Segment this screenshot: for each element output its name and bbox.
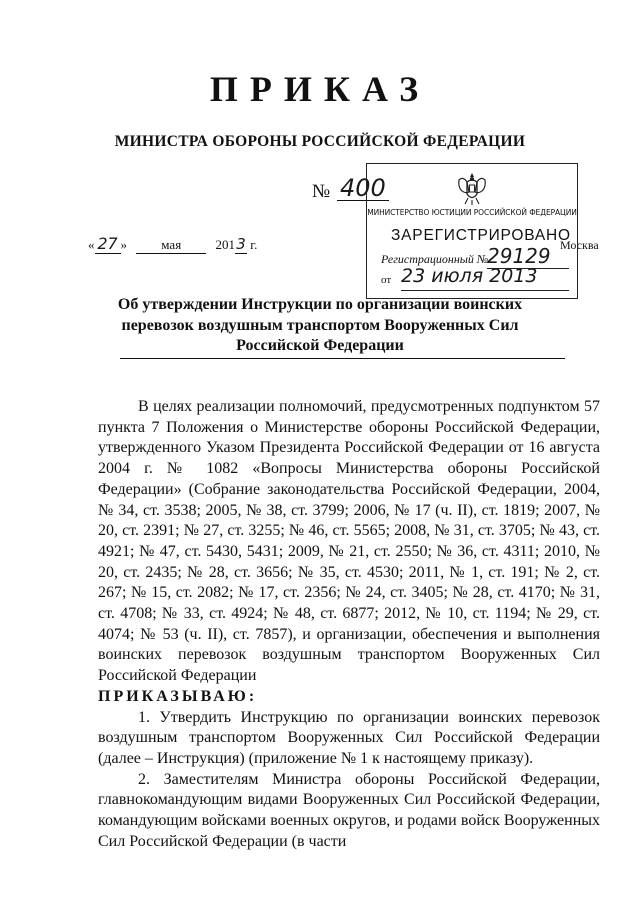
coat-of-arms-icon	[455, 170, 489, 206]
registration-stamp	[366, 163, 578, 299]
date-day: 27	[95, 234, 121, 254]
date-close-quote: »	[120, 237, 127, 252]
stamp-date-underline	[401, 290, 569, 291]
date-year-suffix: 3	[236, 235, 246, 253]
item-2-paragraph: 2. Заместителям Министра обороны Российской Федерации, главнокомандующим видами Вооруженных Сил Российской Федерации, командующим войсками военных округов, и родами войск Вооруженных Сил Российской Федерации (в части	[98, 770, 600, 850]
order-number-label: №	[312, 181, 331, 202]
city-label: Москва	[560, 238, 599, 252]
stamp-registered: ЗАРЕГИСТРИРОВАНО	[391, 227, 571, 244]
order-date	[88, 234, 257, 254]
preamble-paragraph: В целях реализации полномочий, предусмотренных подпунктом 57 пункта 7 Положения о Министерстве обороны Российской Федерации, утвержденного Указом Президента Российской Федерации от 16 августа 2004 г. № 1082 «Вопросы Министерства обороны Российской Федерации» (Собрание законодательства Российской Федерации, 2004, № 34, ст. 3538; 2005, № 38, ст. 3799; 2006, № 17 (ч. II), ст. 1819; 2007, № 20, ст. 2391; № 27, ст. 3255; № 46, ст. 5565; 2008, № 31, ст. 3705; № 43, ст. 4921; № 47, ст. 5430, 5431; 2009, № 21, ст. 2550; № 36, ст. 4311; 2010, № 20, ст. 2435; № 28, ст. 3656; № 35, ст. 4530; 2011, № 1, ст. 191; № 2, ст. 267; № 15, ст. 2082; № 17, ст. 2356; № 24, ст. 3405; № 28, ст. 4170; № 31, ст. 4708; № 33, ст. 4924; № 48, ст. 6877; 2012, № 10, ст. 1194; № 29, ст. 4074; № 53 (ч. II), ст. 7857), и организации, обеспечения и выполнения воинских перевозок воздушным транспортом Вооруженных Сил Российской Федерации	[98, 398, 600, 685]
date-year-abbr: г.	[250, 237, 258, 252]
stamp-reg-label: Регистрационный №	[381, 252, 489, 266]
heading-divider	[120, 358, 565, 359]
order-body	[98, 397, 600, 852]
stamp-reg-number: 29129	[487, 244, 551, 268]
document-subtitle: МИНИСТРА ОБОРОНЫ РОССИЙСКОЙ ФЕДЕРАЦИИ	[114, 133, 526, 150]
document-title: ПРИКАЗ	[209, 69, 431, 109]
stamp-date-prefix: от	[381, 274, 392, 286]
date-open-quote: «	[88, 237, 95, 252]
order-word: ПРИКАЗЫВАЮ:	[98, 687, 258, 705]
date-year-prefix: 201	[215, 237, 235, 252]
date-month: мая	[136, 237, 206, 254]
stamp-ministry-name: МИНИСТЕРСТВО ЮСТИЦИИ РОССИЙСКОЙ ФЕДЕРАЦИИ	[367, 208, 577, 217]
order-number-value: 400	[340, 174, 386, 202]
item-1-paragraph: 1. Утвердить Инструкцию по организации воинских перевозок воздушным транспортом Вооруженных Сил Российской Федерации (далее – Инструкция) (приложение № 1 к настоящему приказу).	[98, 708, 600, 767]
order-heading: Об утверждении Инструкции по организации воинских перевозок воздушным транспортом Вооруженных Сил Российской Федерации	[117, 296, 523, 354]
stamp-date-value: 23 июля 2013	[401, 265, 538, 287]
